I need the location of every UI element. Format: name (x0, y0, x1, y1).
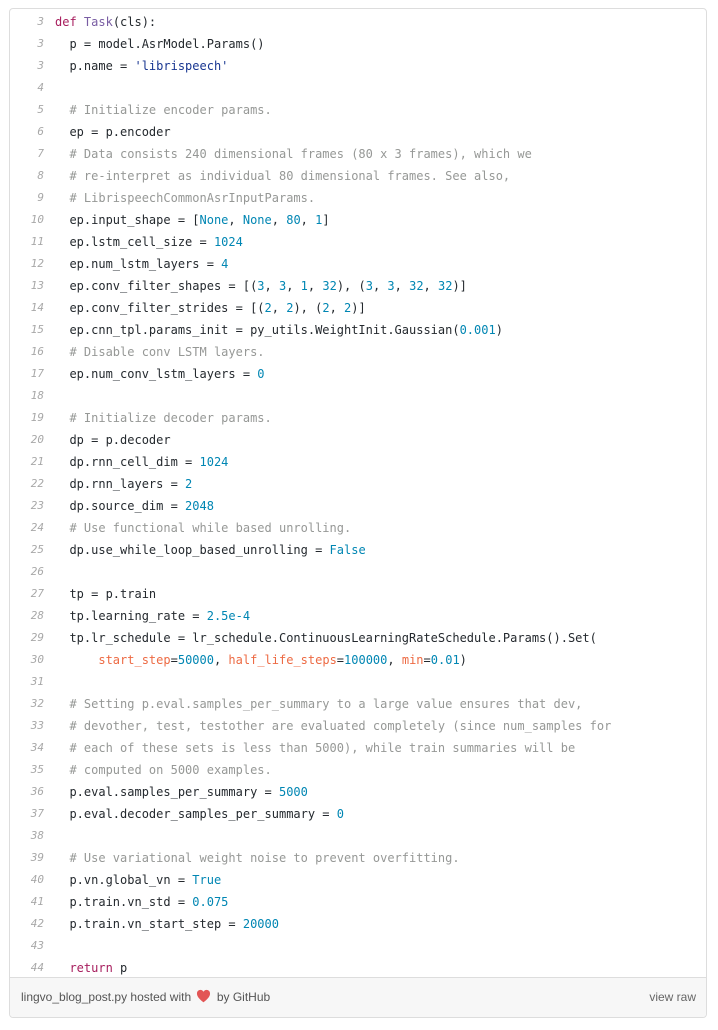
code-token: ep.input_shape = [ (55, 213, 200, 227)
code-text (55, 495, 214, 517)
code-token: 5000 (278, 785, 308, 799)
line-number[interactable]: 28 (30, 609, 44, 622)
line-number[interactable]: 16 (30, 345, 44, 358)
code-text (55, 693, 582, 715)
code-token: 2048 (185, 499, 214, 513)
code-token: ep.conv_filter_strides = [( (55, 301, 265, 315)
line-number[interactable]: 21 (30, 455, 44, 468)
code-line (10, 363, 706, 385)
code-line (10, 55, 706, 77)
code-line (10, 693, 706, 715)
code-line (10, 517, 706, 539)
line-number[interactable]: 27 (30, 587, 44, 600)
code-line (10, 869, 706, 891)
code-token: return (69, 961, 113, 975)
code-text (55, 539, 366, 561)
code-text (55, 297, 366, 319)
code-line (10, 473, 706, 495)
code-token: dp.rnn_cell_dim = (55, 455, 200, 469)
code-token: 32 (438, 279, 453, 293)
code-token: ep.lstm_cell_size = (55, 235, 214, 249)
code-token: 100000 (344, 653, 388, 667)
code-token: # computed on 5000 examples. (55, 763, 272, 777)
code-line (10, 715, 706, 737)
line-number[interactable]: 19 (30, 411, 44, 424)
line-number[interactable]: 34 (30, 741, 44, 754)
code-line (10, 759, 706, 781)
code-token: # devother, test, testother are evaluated completely (since num_samples for (55, 719, 612, 733)
github-link[interactable]: GitHub (232, 990, 271, 1004)
code-text (55, 33, 265, 55)
code-token: , (423, 279, 438, 293)
code-token: ep.conv_filter_shapes = [( (55, 279, 258, 293)
line-number[interactable]: 43 (30, 939, 44, 952)
line-number[interactable]: 26 (30, 565, 44, 578)
line-number[interactable]: 17 (30, 367, 44, 380)
code-token: p.train.vn_start_step = (55, 917, 243, 931)
line-number[interactable]: 44 (30, 961, 44, 974)
code-text (55, 715, 611, 737)
code-line (10, 429, 706, 451)
code-token: 3 (387, 279, 395, 293)
code-line (10, 891, 706, 913)
code-line (10, 583, 706, 605)
line-number[interactable]: 20 (30, 433, 44, 446)
code-token: 80 (286, 213, 301, 227)
code-token: , (213, 653, 229, 667)
code-text (55, 165, 510, 187)
code-text (55, 451, 228, 473)
code-token: p.eval.decoder_samples_per_summary = (55, 807, 337, 821)
code-token: dp = p.decoder (55, 433, 171, 447)
code-token: 0 (336, 807, 344, 821)
line-number[interactable]: 3 (37, 15, 44, 28)
code-token: # Initialize decoder params. (55, 411, 272, 425)
code-token (55, 653, 98, 667)
code-token: , (329, 301, 345, 315)
line-number[interactable]: 6 (37, 125, 44, 138)
code-token: 20000 (242, 917, 279, 931)
code-text (55, 891, 228, 913)
code-token: , (286, 279, 301, 293)
code-token: dp.rnn_layers = (55, 477, 186, 491)
code-token: p.name = (55, 59, 135, 73)
line-number[interactable]: 42 (30, 917, 44, 930)
code-token: p.eval.samples_per_summary = (55, 785, 279, 799)
code-token: ), ( (293, 301, 323, 315)
code-text (55, 121, 171, 143)
code-token: 0.01 (430, 653, 460, 667)
code-text (55, 99, 272, 121)
code-token: ), ( (336, 279, 366, 293)
code-token: 3 (278, 279, 287, 293)
gist-footer (10, 977, 706, 1017)
line-number[interactable]: 11 (30, 235, 44, 248)
code-text (55, 363, 265, 385)
code-text (55, 605, 250, 627)
code-token: 1024 (213, 235, 243, 249)
code-line (10, 451, 706, 473)
code-token: 'librispeech' (134, 59, 229, 73)
code-line (10, 231, 706, 253)
code-line (10, 407, 706, 429)
code-token: # Disable conv LSTM layers. (55, 345, 265, 359)
line-number[interactable]: 33 (30, 719, 44, 732)
code-text (55, 869, 221, 891)
line-number[interactable]: 35 (30, 763, 44, 776)
code-token: ep.num_conv_lstm_layers = (55, 367, 258, 381)
line-number[interactable]: 10 (30, 213, 44, 226)
code-line (10, 539, 706, 561)
code-token: # Use functional while based unrolling. (55, 521, 352, 535)
code-text (55, 473, 192, 495)
code-text (55, 55, 228, 77)
code-line (10, 671, 706, 693)
line-number[interactable]: 15 (30, 323, 44, 336)
code-token: )] (452, 279, 467, 293)
code-token: = (336, 653, 345, 667)
code-token: , (394, 279, 410, 293)
code-token: , (228, 213, 243, 227)
code-token: dp.source_dim = (55, 499, 186, 513)
line-number[interactable]: 31 (30, 675, 44, 688)
code-token: ep = p.encoder (55, 125, 171, 139)
code-token: 32 (409, 279, 424, 293)
code-token: 32 (322, 279, 337, 293)
code-token: 50000 (177, 653, 214, 667)
code-token: tp.lr_schedule = lr_schedule.ContinuousLearningRateSchedule.Params().Set( (55, 631, 597, 645)
hosted-with-text: hosted with (130, 990, 192, 1004)
code-line (10, 209, 706, 231)
code-token: True (192, 873, 222, 887)
line-number[interactable]: 3 (37, 37, 44, 50)
heart-icon (196, 989, 211, 1003)
code-token: # LibrispeechCommonAsrInputParams. (55, 191, 316, 205)
code-line (10, 495, 706, 517)
line-number[interactable]: 37 (30, 807, 44, 820)
code-token: Task (83, 15, 113, 29)
line-number[interactable]: 5 (37, 103, 44, 116)
code-text (55, 517, 351, 539)
code-token: min (401, 653, 424, 667)
code-token: , (271, 301, 287, 315)
code-line (10, 737, 706, 759)
code-text (55, 583, 156, 605)
code-token: , (387, 653, 402, 667)
code-token: start_step (98, 653, 171, 667)
gist-embed (9, 8, 707, 1018)
code-token: ep.num_lstm_layers = (55, 257, 222, 271)
line-number[interactable]: 3 (37, 59, 44, 72)
code-token: False (329, 543, 366, 557)
code-line (10, 649, 706, 671)
code-text (55, 803, 344, 825)
line-number[interactable]: 38 (30, 829, 44, 842)
line-number[interactable]: 41 (30, 895, 44, 908)
code-token: ) (459, 653, 467, 667)
code-text (55, 319, 503, 341)
code-token: dp.use_while_loop_based_unrolling = (55, 543, 330, 557)
line-number[interactable]: 39 (30, 851, 44, 864)
code-token: tp.learning_rate = (55, 609, 207, 623)
code-token: p (112, 961, 128, 975)
code-token: 0.001 (459, 323, 496, 337)
line-number[interactable]: 4 (37, 81, 44, 94)
code-text (55, 187, 315, 209)
code-line (10, 297, 706, 319)
code-token: , (264, 279, 279, 293)
code-token: p.train.vn_std = (55, 895, 193, 909)
code-token: None (242, 213, 272, 227)
code-token: )] (351, 301, 366, 315)
gist-meta (21, 978, 270, 1017)
code-token: 2 (322, 301, 330, 315)
code-line (10, 561, 706, 583)
code-line (10, 627, 706, 649)
code-token: 3 (365, 279, 373, 293)
code-line (10, 275, 706, 297)
code-line (10, 825, 706, 847)
code-token: 2 (185, 477, 193, 491)
code-text (55, 627, 597, 649)
code-line (10, 253, 706, 275)
code-token: 2 (264, 301, 272, 315)
code-token: # Setting p.eval.samples_per_summary to a large value ensures that dev, (55, 697, 583, 711)
line-number[interactable]: 14 (30, 301, 44, 314)
code-line (10, 935, 706, 957)
code-token: # Use variational weight noise to prevent overfitting. (55, 851, 460, 865)
line-number[interactable]: 36 (30, 785, 44, 798)
code-line (10, 99, 706, 121)
code-token: , (372, 279, 388, 293)
code-line (10, 341, 706, 363)
line-number[interactable]: 8 (37, 169, 44, 182)
line-number[interactable]: 7 (37, 147, 44, 160)
line-number[interactable]: 9 (37, 191, 44, 204)
line-number[interactable]: 30 (30, 653, 44, 666)
line-number[interactable]: 25 (30, 543, 44, 556)
code-token: ep.cnn_tpl.params_init = py_utils.WeightInit.Gaussian( (55, 323, 460, 337)
code-line (10, 11, 706, 33)
line-number[interactable]: 24 (30, 521, 44, 534)
code-text (55, 11, 156, 33)
code-token: ) (495, 323, 503, 337)
code-token: tp = p.train (55, 587, 157, 601)
code-text (55, 759, 272, 781)
code-text (55, 649, 467, 671)
view-raw-link[interactable]: view raw (649, 990, 696, 1004)
line-number[interactable]: 23 (30, 499, 44, 512)
code-line (10, 605, 706, 627)
code-token: = (423, 653, 431, 667)
code-text (55, 275, 467, 297)
code-text (55, 781, 308, 803)
code-text (55, 143, 532, 165)
code-text (55, 231, 243, 253)
line-number[interactable]: 13 (30, 279, 44, 292)
line-number[interactable]: 12 (30, 257, 44, 270)
code-token: , (300, 213, 316, 227)
code-token: 2 (286, 301, 294, 315)
code-token: ] (322, 213, 330, 227)
code-token: (cls): (112, 15, 157, 29)
code-line (10, 957, 706, 977)
code-line (10, 143, 706, 165)
code-token: # re-interpret as individual 80 dimensional frames. See also, (55, 169, 511, 183)
line-number[interactable]: 32 (30, 697, 44, 710)
code-line (10, 121, 706, 143)
code-token: None (199, 213, 229, 227)
code-token (55, 961, 69, 975)
code-token: 1 (315, 213, 323, 227)
code-token: = (170, 653, 178, 667)
code-token: 1024 (199, 455, 229, 469)
code-token: 3 (257, 279, 265, 293)
code-line (10, 781, 706, 803)
code-token: 2.5e-4 (206, 609, 251, 623)
code-text (55, 429, 171, 451)
code-text (55, 957, 127, 977)
code-line (10, 77, 706, 99)
code-token: 0 (257, 367, 265, 381)
code-text (55, 341, 265, 363)
code-token: 0.075 (192, 895, 229, 909)
code-text (55, 847, 460, 869)
code-token: 1 (300, 279, 308, 293)
code-token: # Initialize encoder params. (55, 103, 272, 117)
code-line (10, 165, 706, 187)
code-line (10, 187, 706, 209)
code-token: 4 (221, 257, 229, 271)
code-text (55, 407, 272, 429)
code-token: , (307, 279, 323, 293)
code-token: # each of these sets is less than 5000), while train summaries will be (55, 741, 576, 755)
code-token: def (55, 15, 84, 29)
code-line (10, 319, 706, 341)
code-viewer (10, 9, 706, 977)
code-line (10, 913, 706, 935)
code-line (10, 33, 706, 55)
code-line (10, 847, 706, 869)
code-text (55, 209, 330, 231)
code-token: , (271, 213, 287, 227)
code-token: p = model.AsrModel.Params() (55, 37, 265, 51)
code-line (10, 385, 706, 407)
code-line (10, 803, 706, 825)
code-lines (10, 11, 706, 977)
code-token: half_life_steps (228, 653, 337, 667)
code-token: # Data consists 240 dimensional frames (80 x 3 frames), which we (55, 147, 532, 161)
line-number[interactable]: 22 (30, 477, 44, 490)
code-text (55, 253, 228, 275)
line-number[interactable]: 18 (30, 389, 44, 402)
code-text (55, 913, 279, 935)
code-text (55, 737, 575, 759)
by-text: by (216, 990, 230, 1004)
code-token: p.vn.global_vn = (55, 873, 193, 887)
line-number[interactable]: 29 (30, 631, 44, 644)
code-token: 2 (344, 301, 352, 315)
gist-filename-link[interactable]: lingvo_blog_post.py (21, 990, 128, 1004)
line-number[interactable]: 40 (30, 873, 44, 886)
